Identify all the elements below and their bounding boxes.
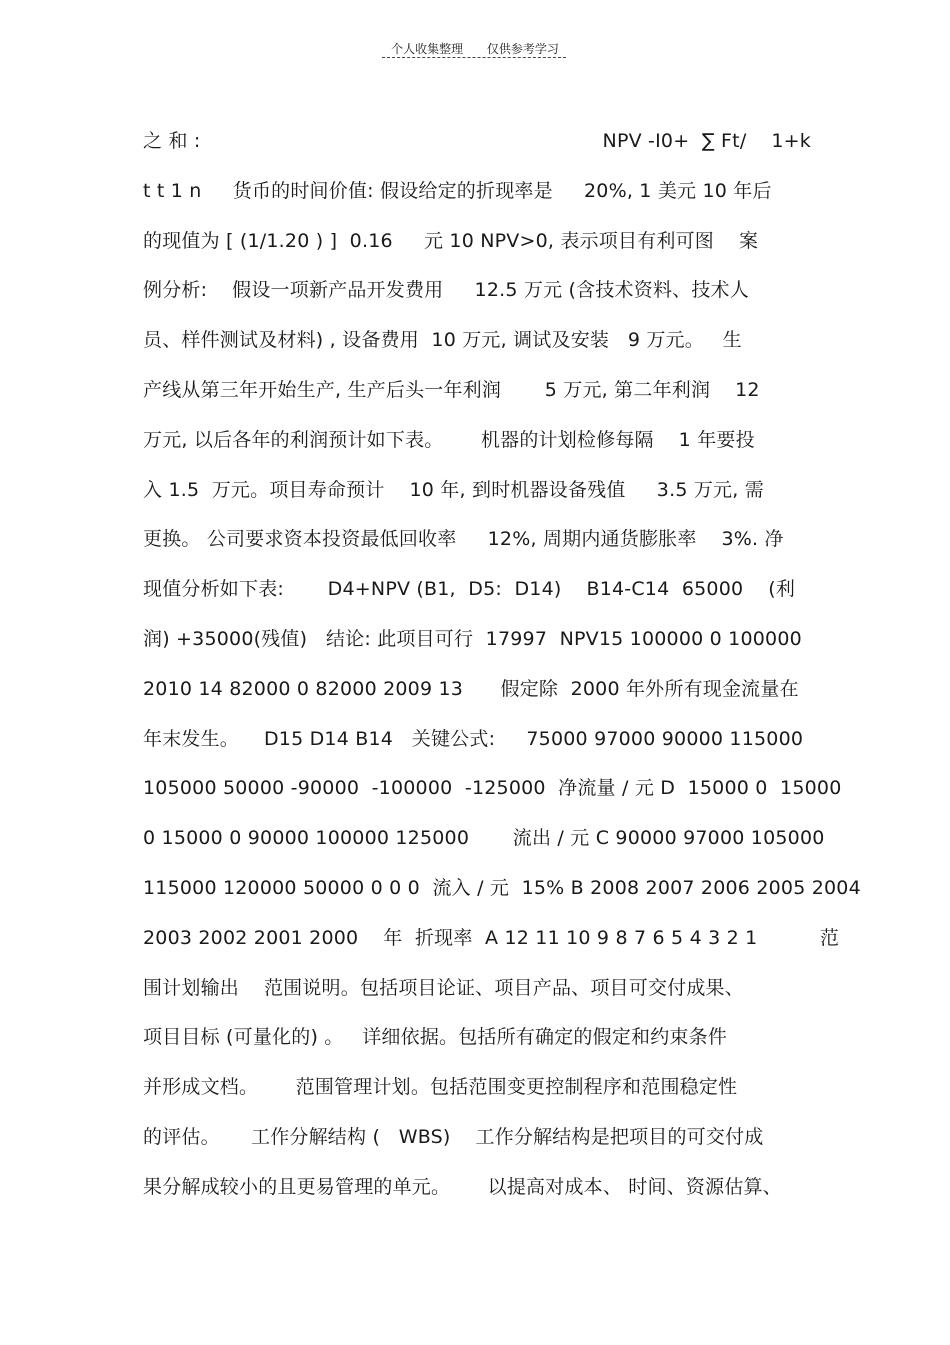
text-line: t t 1 n 货币的时间价值: 假设给定的折现率是 20%, 1 美元 10 年后 bbox=[143, 179, 772, 202]
text-line: 润) +35000(残值) 结论: 此项目可行 17997 NPV15 100000 0 100000 bbox=[143, 627, 802, 650]
text-line: 2003 2002 2001 2000 年 折现率 A 12 11 10 9 8 7 6 5 4 3 2 1 范 bbox=[143, 926, 840, 949]
header-right-text: 仅供参考学习 bbox=[486, 42, 559, 56]
text-line: 并形成文档。 范围管理计划。包括范围变更控制程序和范围稳定性 bbox=[143, 1076, 738, 1099]
text-line: 例分析: 假设一项新产品开发费用 12.5 万元 (含技术资料、技术人 bbox=[143, 279, 749, 302]
text-line: 现值分析如下表: D4+NPV (B1, D5: D14) B14-C14 65000 (利 bbox=[143, 578, 796, 601]
text-line-right: NPV -I0+ ∑ Ft/ 1+k bbox=[602, 130, 811, 152]
text-line: 105000 50000 -90000 -100000 -125000 净流量 / 元 D 15000 0 15000 bbox=[143, 777, 842, 800]
text-line: 项目目标 (可量化的) 。 详细依据。包括所有确定的假定和约束条件 bbox=[143, 1026, 728, 1049]
page-header bbox=[0, 40, 950, 59]
text-line: 的现值为 [ (1/1.20 ) ] 0.16 元 10 NPV>0, 表示项目有利可图 案 bbox=[143, 229, 759, 252]
text-line: 更换。 公司要求资本投资最低回收率 12%, 周期内通货膨胀率 3%. 净 bbox=[143, 528, 784, 551]
header-underline bbox=[382, 57, 566, 58]
document-body bbox=[143, 126, 861, 1222]
text-line: 员、样件测试及材料) , 设备费用 10 万元, 调试及安装 9 万元。 生 bbox=[143, 329, 742, 352]
header-left-text: 个人收集整理 bbox=[391, 42, 464, 56]
text-line: 的评估。 工作分解结构 ( WBS) 工作分解结构是把项目的可交付成 bbox=[143, 1125, 764, 1148]
text-line: 产线从第三年开始生产, 生产后头一年利润 5 万元, 第二年利润 12 bbox=[143, 378, 760, 401]
text-line: 万元, 以后各年的利润预计如下表。 机器的计划检修每隔 1 年要投 bbox=[143, 428, 755, 451]
text-line: 115000 120000 50000 0 0 0 流入 / 元 15% B 2008 2007 2006 2005 2004 bbox=[143, 876, 861, 899]
text-line: 年末发生。 D15 D14 B14 关键公式: 75000 97000 90000 115000 bbox=[143, 727, 804, 750]
text-line: 2010 14 82000 0 82000 2009 13 假定除 2000 年外所有现金流量在 bbox=[143, 677, 799, 700]
text-line: 果分解成较小的且更易管理的单元。 以提高对成本、 时间、资源估算、 bbox=[143, 1175, 782, 1198]
text-line: 围计划输出 范围说明。包括项目论证、项目产品、项目可交付成果、 bbox=[143, 976, 744, 999]
text-line-left: 之 和 : bbox=[143, 130, 201, 152]
text-line bbox=[143, 126, 811, 176]
text-line: 入 1.5 万元。项目寿命预计 10 年, 到时机器设备残值 3.5 万元, 需 bbox=[143, 478, 764, 501]
text-line: 0 15000 0 90000 100000 125000 流出 / 元 C 90000 97000 105000 bbox=[143, 827, 825, 850]
